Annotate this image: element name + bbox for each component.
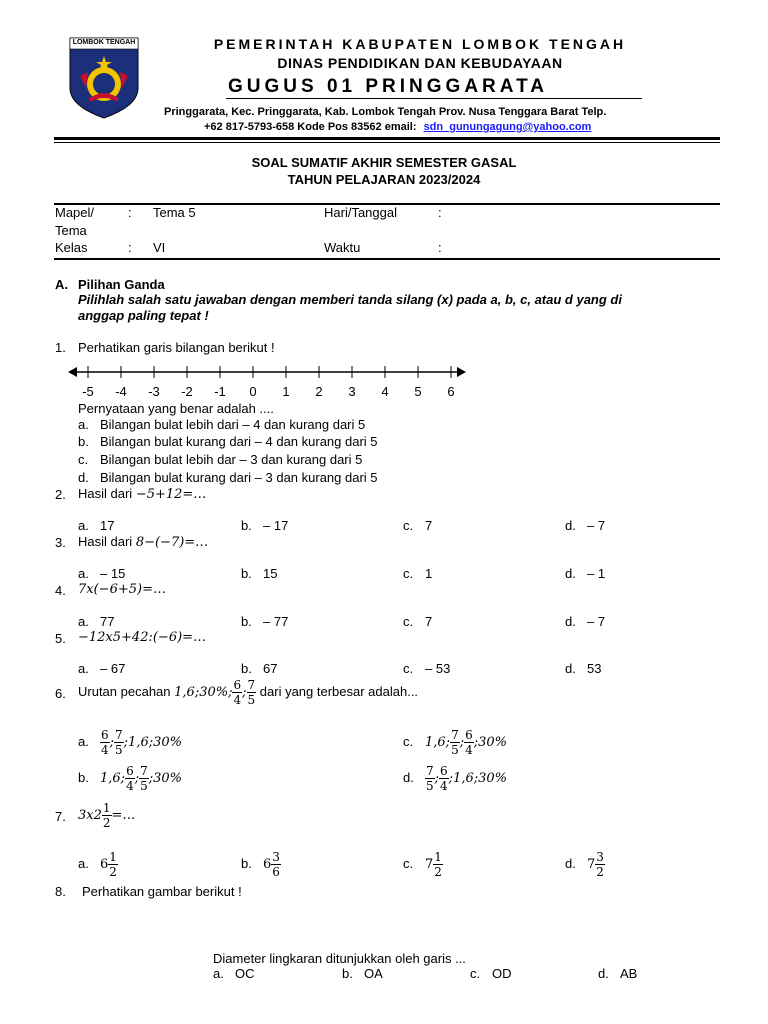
option-label: a.	[213, 966, 224, 981]
fraction-numerator: 1	[434, 850, 442, 865]
tick-label: -2	[181, 384, 193, 399]
option-label: d.	[565, 856, 576, 871]
option-fraction	[425, 765, 435, 792]
tick-label: 6	[447, 384, 455, 399]
option-text: – 15	[100, 566, 126, 581]
q8-option-a	[213, 966, 255, 981]
q7-option-a	[78, 849, 118, 880]
q3-number: 3.	[55, 535, 66, 550]
option-label: c.	[78, 452, 89, 467]
dept-title: DINAS PENDIDIKAN DAN KEBUDAYAAN	[277, 55, 563, 71]
q3-expression: 8−(−7)=…	[135, 535, 209, 550]
q3-option-a	[78, 566, 125, 581]
option-label: c.	[403, 661, 414, 676]
q2-expression: −5+12=…	[135, 487, 207, 502]
q7-question	[78, 800, 135, 831]
option-fraction	[100, 729, 110, 756]
waktu-label: Waktu	[324, 240, 361, 255]
q6-question: Urutan pecahan 1,6;30%; $\frac{6}{4}$ ; $\frac{7}{5}$ dari yang terbesar adalah...	[78, 678, 419, 708]
fraction-denominator: 5	[426, 779, 434, 794]
q6-option-d: d. $\frac{7}{5}$ ; $\frac{6}{4}$ ;1,6;30%	[403, 764, 508, 794]
q6-option-a: a. $\frac{6}{4}$ ; $\frac{7}{5}$ ;1,6;30%	[78, 728, 183, 758]
q5-option-b	[241, 661, 277, 676]
q7-option-b	[241, 849, 281, 880]
section-instruction-1: Pilihlah salah satu jawaban dengan memberi tanda silang (x) pada a, b, c, atau d yang di	[78, 292, 622, 307]
option-label: a.	[78, 518, 89, 533]
q2-option-a	[78, 518, 114, 533]
kelas-label: Kelas	[55, 240, 88, 255]
option-text: – 7	[587, 518, 606, 533]
fraction-denominator: 5	[140, 779, 148, 794]
kelas-value: VI	[153, 240, 166, 255]
option-label: b.	[241, 661, 252, 676]
option-tail: ;30%	[148, 771, 183, 786]
option-text: Bilangan bulat kurang dari – 4 dan kurang dari 5	[100, 434, 378, 449]
q7-number: 7.	[55, 809, 66, 824]
regency-logo	[66, 36, 142, 120]
option-label: d.	[565, 661, 576, 676]
q2-option-c	[403, 518, 432, 533]
q1-option-c	[78, 452, 362, 467]
exam-year: TAHUN PELAJARAN 2023/2024	[287, 172, 481, 187]
header-divider-thick	[54, 137, 720, 140]
option-label: a.	[78, 661, 89, 676]
mapel-label-2: Tema	[55, 223, 87, 238]
option-fraction	[433, 851, 443, 878]
option-text: – 1	[587, 566, 606, 581]
q1-stem: Pernyataan yang benar adalah ....	[78, 401, 274, 416]
option-fraction	[108, 851, 118, 878]
q6-number: 6.	[55, 686, 66, 701]
q7-expression-pre: 3x2	[78, 808, 102, 823]
option-fraction	[114, 729, 124, 756]
q8-stem: Diameter lingkaran ditunjukkan oleh garis ...	[213, 951, 466, 966]
fraction-denominator: 5	[451, 743, 459, 758]
fraction-denominator: 2	[109, 865, 117, 880]
option-label: b.	[241, 856, 252, 871]
address-contact: +62 817-5793-658 Kode Pos 83562 email:	[204, 121, 417, 133]
q4-option-b	[241, 614, 288, 629]
option-fraction	[125, 765, 135, 792]
fraction-denominator: 4	[465, 743, 473, 758]
option-text: Bilangan bulat lebih dar – 3 dan kurang dari 5	[100, 452, 363, 467]
q6-fraction-1	[232, 679, 242, 706]
option-label: a.	[78, 856, 89, 871]
header-divider-thin	[54, 142, 720, 143]
tick-label: -1	[214, 384, 226, 399]
address-line-1: Pringgarata, Kec. Pringgarata, Kab. Lombok Tengah Prov. Nusa Tenggara Barat Telp.	[164, 106, 607, 118]
section-instruction-2: anggap paling tepat !	[78, 308, 209, 323]
q1-text: Perhatikan garis bilangan berikut !	[78, 340, 275, 355]
q6-option-c: c. 1,6; $\frac{7}{5}$ ; $\frac{6}{4}$ ;30%	[403, 728, 508, 758]
q2-question	[78, 486, 206, 502]
option-label: b.	[241, 566, 252, 581]
option-tail: ;30%	[473, 735, 508, 750]
fraction-numerator: 3	[596, 850, 604, 865]
q4-option-c	[403, 614, 432, 629]
option-head: 1,6;	[425, 735, 451, 750]
mapel-label: Mapel/	[55, 205, 95, 220]
waktu-colon: :	[438, 240, 442, 255]
option-label: d.	[565, 566, 576, 581]
option-text: 15	[263, 566, 278, 581]
shield-emblem-icon	[66, 36, 142, 120]
option-label: c.	[403, 566, 414, 581]
option-label: a.	[78, 417, 89, 432]
section-label: A.	[55, 277, 68, 292]
q1-option-b	[78, 434, 378, 449]
fraction-numerator: 7	[247, 678, 256, 693]
option-text: – 17	[263, 518, 289, 533]
option-text: 53	[587, 661, 602, 676]
option-label: c.	[403, 614, 414, 629]
option-label: a.	[78, 734, 89, 749]
q7-fraction	[102, 802, 112, 829]
option-fraction	[595, 851, 605, 878]
option-label: d.	[403, 770, 414, 785]
hari-colon: :	[438, 205, 442, 220]
exam-title: SOAL SUMATIF AKHIR SEMESTER GASAL	[251, 155, 517, 170]
fraction-numerator: 7	[426, 764, 434, 779]
option-text: – 67	[100, 661, 126, 676]
option-text: 17	[100, 518, 115, 533]
mixed-whole: 6	[263, 857, 272, 872]
mixed-whole: 6	[100, 857, 109, 872]
logo-text: LOMBOK TENGAH	[72, 39, 136, 46]
option-text: Bilangan bulat lebih dari – 4 dan kurang dari 5	[100, 417, 366, 432]
mixed-whole: 7	[587, 857, 596, 872]
option-label: b.	[78, 770, 89, 785]
option-head: 1,6;	[100, 771, 126, 786]
option-text: OD	[492, 966, 512, 981]
option-label: a.	[78, 614, 89, 629]
group-title	[226, 76, 642, 99]
section-title: Pilihan Ganda	[78, 277, 165, 292]
fraction-numerator: 3	[272, 850, 280, 865]
q3-option-b	[241, 566, 277, 581]
q3-option-c	[403, 566, 432, 581]
q8-option-c	[470, 966, 512, 981]
tick-label: 1	[282, 384, 290, 399]
fraction-denominator: 5	[247, 693, 256, 708]
option-label: a.	[78, 566, 89, 581]
q8-option-b	[342, 966, 383, 981]
q8-text: Perhatikan gambar berikut !	[82, 884, 242, 899]
address-line-2	[204, 121, 591, 133]
option-label: b.	[78, 434, 89, 449]
q5-expression: −12x5+42:(−6)=…	[78, 630, 207, 645]
q3-text: Hasil dari	[78, 534, 133, 549]
option-fraction	[464, 729, 474, 756]
fraction-numerator: 6	[440, 764, 448, 779]
q7-option-d	[565, 849, 605, 880]
q4-expression: 7x(−6+5)=…	[78, 582, 166, 597]
option-label: c.	[403, 734, 414, 749]
option-label: d.	[565, 614, 576, 629]
gov-title: PEMERINTAH KABUPATEN LOMBOK TENGAH	[213, 36, 627, 52]
fraction-denominator: 4	[126, 779, 134, 794]
option-text: 7	[425, 518, 433, 533]
option-text: Bilangan bulat kurang dari – 3 dan kurang dari 5	[100, 470, 378, 485]
q1-option-d	[78, 470, 378, 485]
q2-option-d	[565, 518, 605, 533]
option-text: – 53	[425, 661, 451, 676]
option-fraction	[139, 765, 149, 792]
q2-option-b	[241, 518, 288, 533]
option-text: – 7	[587, 614, 606, 629]
fraction-numerator: 6	[126, 764, 134, 779]
fraction-denominator: 2	[596, 865, 604, 880]
option-label: c.	[403, 518, 414, 533]
q2-number: 2.	[55, 487, 66, 502]
email-link[interactable]: sdn_gunungagung@yahoo.com	[423, 121, 592, 133]
fraction-numerator: 1	[109, 850, 117, 865]
number-line	[68, 362, 468, 402]
q4-number: 4.	[55, 583, 66, 598]
option-label: b.	[342, 966, 353, 981]
option-tail: ;1,6;30%	[448, 771, 508, 786]
tick-label: 3	[348, 384, 356, 399]
fraction-denominator: 2	[102, 816, 111, 831]
q6-option-b: b. 1,6; $\frac{6}{4}$ ; $\frac{7}{5}$ ;30%	[78, 764, 183, 794]
q5-option-d	[565, 661, 601, 676]
tick-label: 2	[315, 384, 323, 399]
option-label: d.	[598, 966, 609, 981]
fraction-denominator: 6	[272, 865, 280, 880]
mapel-colon: :	[128, 205, 132, 220]
q6-fraction-2	[247, 679, 257, 706]
tick-label: 5	[414, 384, 422, 399]
option-label: b.	[241, 614, 252, 629]
option-text: 77	[100, 614, 115, 629]
hari-label: Hari/Tanggal	[324, 205, 397, 220]
fraction-numerator: 7	[140, 764, 148, 779]
group-title-text: GUGUS 01 PRINGGARATA	[228, 76, 548, 97]
fraction-denominator: 5	[115, 743, 123, 758]
fraction-denominator: 2	[434, 865, 442, 880]
option-tail: ;1,6;30%	[123, 735, 183, 750]
option-fraction	[439, 765, 449, 792]
tick-label: 0	[249, 384, 257, 399]
option-label: c.	[470, 966, 481, 981]
q7-option-c	[403, 849, 443, 880]
fraction-numerator: 1	[102, 801, 111, 816]
fraction-numerator: 6	[465, 728, 473, 743]
fraction-numerator: 7	[115, 728, 123, 743]
q8-option-d	[598, 966, 637, 981]
option-text: 67	[263, 661, 278, 676]
option-text: 7	[425, 614, 433, 629]
fraction-numerator: 6	[233, 678, 242, 693]
option-text: OA	[364, 966, 383, 981]
q1-option-a	[78, 417, 365, 432]
mixed-whole: 7	[425, 857, 434, 872]
q3-question	[78, 534, 208, 550]
option-fraction	[450, 729, 460, 756]
q7-expression-post: =…	[111, 808, 136, 823]
q4-option-a	[78, 614, 114, 629]
q5-option-a	[78, 661, 125, 676]
mapel-value: Tema 5	[153, 205, 196, 220]
q2-text: Hasil dari	[78, 486, 133, 501]
tick-label: 4	[381, 384, 389, 399]
option-label: d.	[78, 470, 89, 485]
option-text: – 77	[263, 614, 289, 629]
option-text: AB	[620, 966, 638, 981]
option-text: 1	[425, 566, 433, 581]
info-bottom-border	[54, 258, 720, 260]
q5-option-c	[403, 661, 450, 676]
kelas-colon: :	[128, 240, 132, 255]
q1-number: 1.	[55, 340, 66, 355]
fraction-denominator: 4	[101, 743, 109, 758]
option-label: b.	[241, 518, 252, 533]
tick-label: -3	[148, 384, 160, 399]
option-label: c.	[403, 856, 414, 871]
q5-number: 5.	[55, 631, 66, 646]
fraction-numerator: 7	[451, 728, 459, 743]
q8-number: 8.	[55, 884, 66, 899]
q3-option-d	[565, 566, 605, 581]
q6-expression: 1,6;30%;	[174, 685, 233, 700]
q6-text-pre: Urutan pecahan	[78, 684, 171, 699]
q6-text-post: dari yang terbesar adalah...	[259, 684, 419, 699]
fraction-denominator: 4	[233, 693, 242, 708]
option-label: d.	[565, 518, 576, 533]
fraction-numerator: 6	[101, 728, 109, 743]
tick-label: -4	[115, 384, 127, 399]
option-fraction	[271, 851, 281, 878]
fraction-denominator: 4	[440, 779, 448, 794]
option-text: OC	[235, 966, 255, 981]
tick-label: -5	[82, 384, 94, 399]
q4-option-d	[565, 614, 605, 629]
